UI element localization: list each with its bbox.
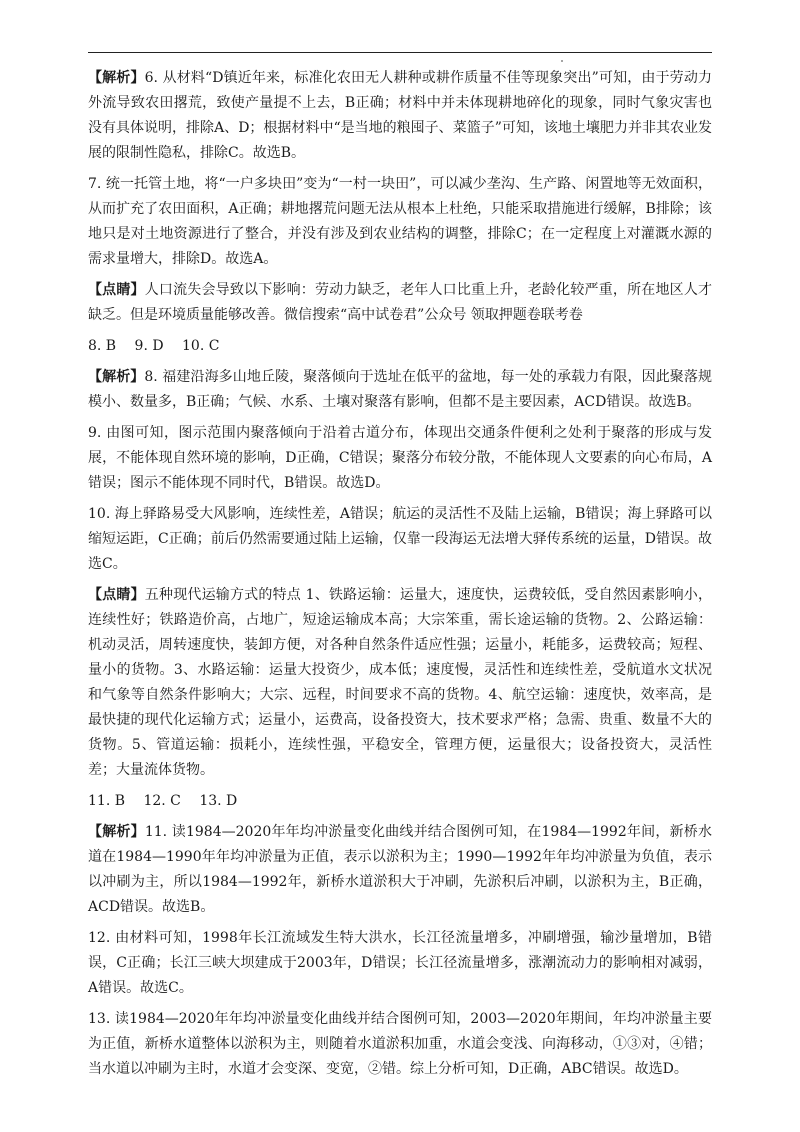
- paragraph-analysis-6: 【解析】6. 从材料“D镇近年来，标准化农田无人耕种或耕作质量不佳等现象突出”可知，由于劳动力外流导致农田撂荒，致使产量提不上去，B正确；材料中并未体现耕地碎化的现象，同时气象灾害也没有具体说明，排除A、D；根据材料中“是当地的粮囤子、菜篮子”可知，该地土壤肥力并非其农业发展的限制性隐私，排除C。故选B。: [88, 70, 712, 161]
- paragraph-analysis-8: 【解析】8. 福建沿海多山地丘陵，聚落倾向于选址在低平的盆地，每一处的承载力有限，因此聚落规模小、数量多，B正确；气候、水系、土壤对聚落有影响，但都不是主要因素，ACD错误。故选B。: [88, 369, 712, 410]
- paragraph-analysis-9: 9. 由图可知，图示范围内聚落倾向于沿着古道分布，体现出交通条件便利之处利于聚落的形成与发展，不能体现自然环境的影响，D正确，C错误；聚落分布较分散，不能体现人文要素的向心布局，A错误；图示不能体现不同时代，B错误。故选D。: [88, 425, 712, 491]
- paragraph-tip-transport: 【点睛】五种现代运输方式的特点 1、铁路运输：运量大，速度快，运费较低，受自然因素影响小，连续性好；铁路造价高，占地广，短途运输成本高；大宗笨重，需长途运输的货物。2、公路运输：机动灵活，周转速度快，装卸方便，对各种自然条件适应性强；运量小，耗能多，运费较高；短程、量小的货物。3、水路运输：运量大投资少，成本低；速度慢，灵活性和连续性差，受航道水文状况和气象等自然条件影响大；大宗、远程，时间要求不高的货物。4、航空运输：速度快，效率高，是最快捷的现代化运输方式；运量小，运费高，设备投资大，技术要求严格；急需、贵重、数量不大的货物。5、管道运输：损耗小，连续性强，平稳安全，管理方便，运量很大；设备投资大，灵活性差；大量流体货物。: [88, 587, 713, 778]
- answers-8-10: 8. B 9. D 10. C: [88, 338, 220, 354]
- paragraph-tip-population: 【点睛】人口流失会导致以下影响：劳动力缺乏，老年人口比重上升，老龄化较严重，所在地区人才缺乏。但是环境质量能够改善。微信搜索“高中试卷君”公众号 领取押题卷联考卷: [88, 282, 713, 323]
- paragraph-analysis-11: 【解析】11. 读1984—2020年年均冲淤量变化曲线并结合图例可知，在1984—1992年间，新桥水道在1984—1990年年均冲淤量为正值，表示以淤积为主；1990—1992年年均冲淤量为负值，表示以冲刷为主，所以1984—1992年，新桥水道淤积大于冲刷，先淤积后冲刷，以淤积为主，B正确，ACD错误。故选B。: [88, 824, 713, 915]
- paragraph-analysis-13: 13. 读1984—2020年年均冲淤量变化曲线并结合图例可知，2003—2020年期间，年均冲淤量主要为正值，新桥水道整体以淤积为主，则随着水道淤积加重，水道会变浅、向海移动，①③对，④错；当水道以冲刷为主时，水道才会变深、变宽，②错。综上分析可知，D正确，ABC错误。故选D。: [88, 1011, 712, 1077]
- paragraph-analysis-12: 12. 由材料可知，1998年长江流域发生特大洪水，长江径流量增多，冲刷增强，输沙量增加，B错误，C正确；长江三峡大坝建成于2003年，D错误；长江径流量增多，涨潮流动力的影响相对减弱，A错误。故选C。: [88, 930, 712, 996]
- header-rule: [88, 52, 712, 53]
- scan-dot: [561, 60, 563, 62]
- paragraph-analysis-7: 7. 统一托管土地，将“一户多块田”变为“一村一块田”，可以减少垄沟、生产路、闲置地等无效面积，从而扩充了农田面积，A正确；耕地撂荒问题无法从根本上杜绝，只能采取措施进行缓解，B排除；该地只是对土地资源进行了整合，并没有涉及到农业结构的调整，排除C；在一定程度上对灌溉水源的需求量增大，排除D。故选A。: [88, 176, 712, 267]
- paragraph-analysis-10: 10. 海上驿路易受大风影响，连续性差，A错误；航运的灵活性不及陆上运输，B错误；海上驿路可以缩短运距，C正确；前后仍然需要通过陆上运输，仅靠一段海运无法增大驿传系统的运量，D错误。故选C。: [88, 506, 712, 572]
- answers-11-13: 11. B 12. C 13. D: [88, 793, 238, 809]
- answer-content: [88, 66, 712, 1088]
